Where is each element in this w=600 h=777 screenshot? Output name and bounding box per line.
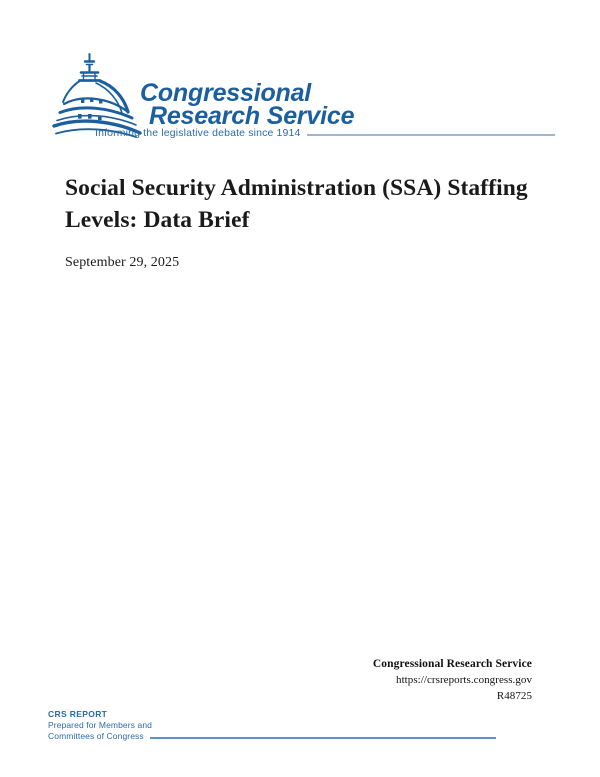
document-date: September 29, 2025 (65, 255, 180, 270)
footer-divider-rule (150, 737, 496, 739)
footer-organization: Congressional Research Service (372, 658, 532, 670)
wordmark-line-research-service: Research Service (149, 102, 355, 130)
footer-prepared-for-line-2: Committees of Congress (48, 731, 144, 741)
masthead-tagline: Informing the legislative debate since 1914 (95, 127, 301, 139)
footer-crs-report-block (48, 709, 548, 742)
masthead-divider-rule (307, 134, 556, 136)
document-title-block (65, 172, 535, 236)
page-title (65, 172, 535, 236)
crs-wordmark (140, 79, 560, 130)
footer-url[interactable]: https://crsreports.congress.gov (396, 674, 532, 686)
footer-publisher-block (302, 656, 532, 704)
page-title-line-1: Social Security Administration (SSA) Staffing (65, 175, 528, 201)
footer-crs-report-label: CRS REPORT (48, 709, 108, 719)
wordmark-line-congressional: Congressional (140, 79, 312, 107)
footer-report-number: R48725 (496, 690, 532, 702)
masthead-tagline-row (95, 125, 555, 141)
footer-prepared-for-row (48, 731, 548, 742)
page-title-line-2: Levels: Data Brief (65, 207, 250, 233)
footer-prepared-for-line-1: Prepared for Members and (48, 720, 152, 730)
